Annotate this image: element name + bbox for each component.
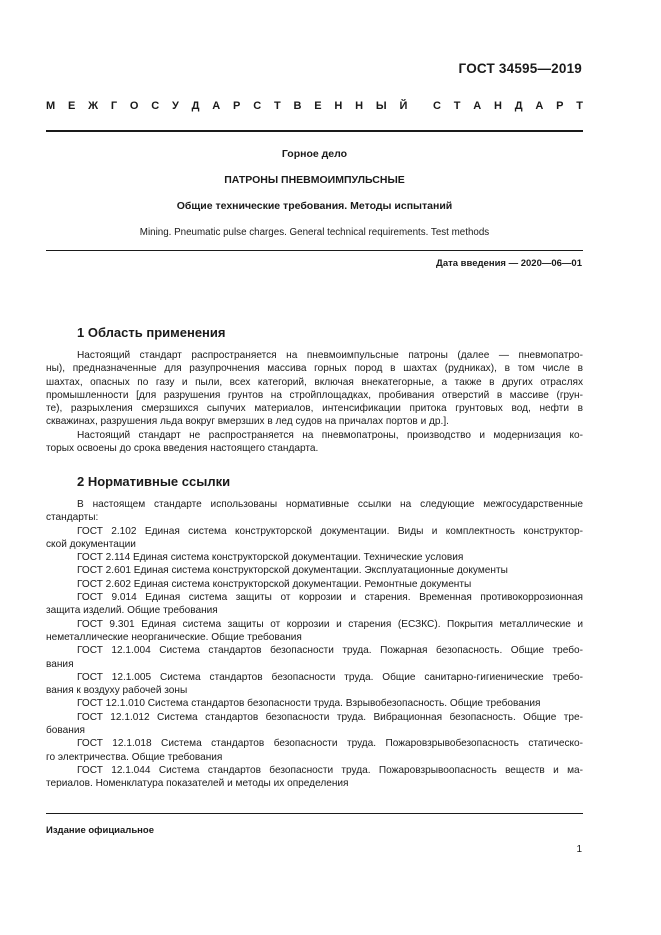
text-line: скважинах, разрушения льда вокруг вмерзших в лед судов на причалах портов и др.]. [46, 416, 449, 428]
reference-line: ГОСТ 9.301 Единая система защиты от коррозии и старения (ЕСЗКС). Покрытия металлические и [77, 618, 583, 630]
banner-letter: Й [399, 100, 408, 112]
banner-letter: Д [514, 100, 523, 112]
banner-letter: Н [334, 100, 343, 112]
banner-letter: В [293, 100, 302, 112]
banner-letter: М [46, 100, 56, 112]
main-title: ПАТРОНЫ ПНЕВМОИМПУЛЬСНЫЕ [224, 174, 405, 186]
reference-line: бования [46, 725, 85, 737]
reference-line: ГОСТ 12.1.005 Система стандартов безопасности труда. Общие санитарно-гигиенические требо- [77, 671, 583, 683]
banner-letter: Д [191, 100, 200, 112]
banner-letter: Н [355, 100, 364, 112]
banner-letter: Е [314, 100, 322, 112]
reference-line: ГОСТ 2.114 Единая система конструкторской документации. Технические условия [77, 552, 464, 564]
text-line: ны), предназначенные для разупрочнения массива горных пород в шахтах (рудниках), в том числе в [46, 363, 583, 375]
reference-line: вания [46, 658, 74, 670]
banner-letter: Т [576, 100, 583, 112]
reference-line: ГОСТ 12.1.004 Система стандартов безопасности труда. Пожарная безопасность. Общие требо- [77, 645, 583, 657]
reference-line: ГОСТ 2.102 Единая система конструкторской документации. Виды и комплектность конструктор- [77, 525, 583, 537]
reference-line: ГОСТ 12.1.012 Система стандартов безопасности труда. Вибрационная безопасность. Общие тре- [77, 711, 583, 723]
subtitle: Общие технические требования. Методы испытаний [176, 200, 453, 212]
text-line: стандарты: [46, 512, 99, 524]
banner-letter: С [432, 100, 441, 112]
banner-letter: О [129, 100, 139, 112]
reference-line: ГОСТ 9.014 Единая система защиты от коррозии и старения. Временная противокоррозионная [77, 592, 583, 604]
banner-letter: Н [493, 100, 502, 112]
header-rule [46, 130, 583, 132]
reference-line: териалов. Номенклатура показателей и методы их определения [46, 778, 349, 790]
text-line: те), разрыхления смерзшихся сыпучих материалов, интенсификации притока грунтовых вод, нефти в [46, 403, 583, 415]
text-line: промышленности [для разрушения грунтов на стройплощадках, пробивания отверстий в массиве (грун- [46, 389, 583, 401]
standard-code: ГОСТ 34595—2019 [458, 61, 582, 76]
title-rule [46, 250, 583, 251]
section-1-body [46, 349, 583, 455]
banner-letter: С [151, 100, 160, 112]
section-2-body [46, 498, 583, 791]
reference-line: ГОСТ 2.602 Единая система конструкторской документации. Ремонтные документы [77, 578, 472, 590]
interstate-standard-banner [46, 100, 583, 112]
banner-letter: Ы [375, 100, 387, 112]
banner-letter: Р [556, 100, 564, 112]
reference-line: ГОСТ 12.1.018 Система стандартов безопасности труда. Пожаровзрывобезопасность статическо- [77, 738, 583, 750]
field-title: Горное дело [281, 148, 348, 160]
english-title: Mining. Pneumatic pulse charges. General technical requirements. Test methods [139, 227, 490, 238]
reference-line: ГОСТ 12.1.010 Система стандартов безопасности труда. Взрывобезопасность. Общие требования [77, 698, 541, 710]
text-line: шахтах, опасных по газу и пыли, всех категорий, включая внекатегорные, а также в других отраслях [46, 376, 583, 388]
text-line: Настоящий стандарт распространяется на пневмоимпульсные патроны (далее — пневмопатро- [77, 350, 583, 361]
footer-rule [46, 813, 583, 814]
banner-letter: С [253, 100, 262, 112]
section-2-heading: 2 Нормативные ссылки [77, 474, 231, 489]
banner-letter: А [473, 100, 482, 112]
text-line: торых освоены до срока введения настоящего стандарта. [46, 443, 319, 455]
reference-line: ГОСТ 2.601 Единая система конструкторской документации. Эксплуатационные документы [77, 565, 508, 577]
official-edition-label: Издание официальное [46, 825, 154, 836]
introduction-date: Дата введения — 2020—06—01 [436, 258, 582, 269]
banner-letter: Г [110, 100, 118, 112]
text-line: Настоящий стандарт не распространяется на пневмопатроны, производство и модернизация ко- [77, 429, 583, 441]
reference-line: ской документации [46, 538, 136, 550]
page-number: 1 [576, 844, 582, 855]
reference-line: неметаллические неорганические. Общие требования [46, 631, 302, 643]
banner-letter: Т [273, 100, 281, 112]
banner-letter: А [212, 100, 221, 112]
section-1-heading: 1 Область применения [77, 325, 226, 340]
banner-letter: Ж [88, 100, 99, 112]
reference-line: защита изделий. Общие требования [46, 605, 218, 617]
banner-letter: У [172, 100, 179, 112]
banner-letter: А [535, 100, 544, 112]
reference-line: го электричества. Общие требования [46, 751, 223, 763]
banner-letter: Т [453, 100, 461, 112]
banner-letter: Е [67, 100, 76, 112]
banner-letter: Р [233, 100, 241, 112]
reference-line: ГОСТ 12.1.044 Система стандартов безопасности труда. Пожаровзрывоопасность веществ и ма- [77, 764, 583, 776]
text-line: В настоящем стандарте использованы нормативные ссылки на следующие межгосударственные [77, 499, 583, 510]
reference-line: вания к воздуху рабочей зоны [46, 685, 188, 697]
